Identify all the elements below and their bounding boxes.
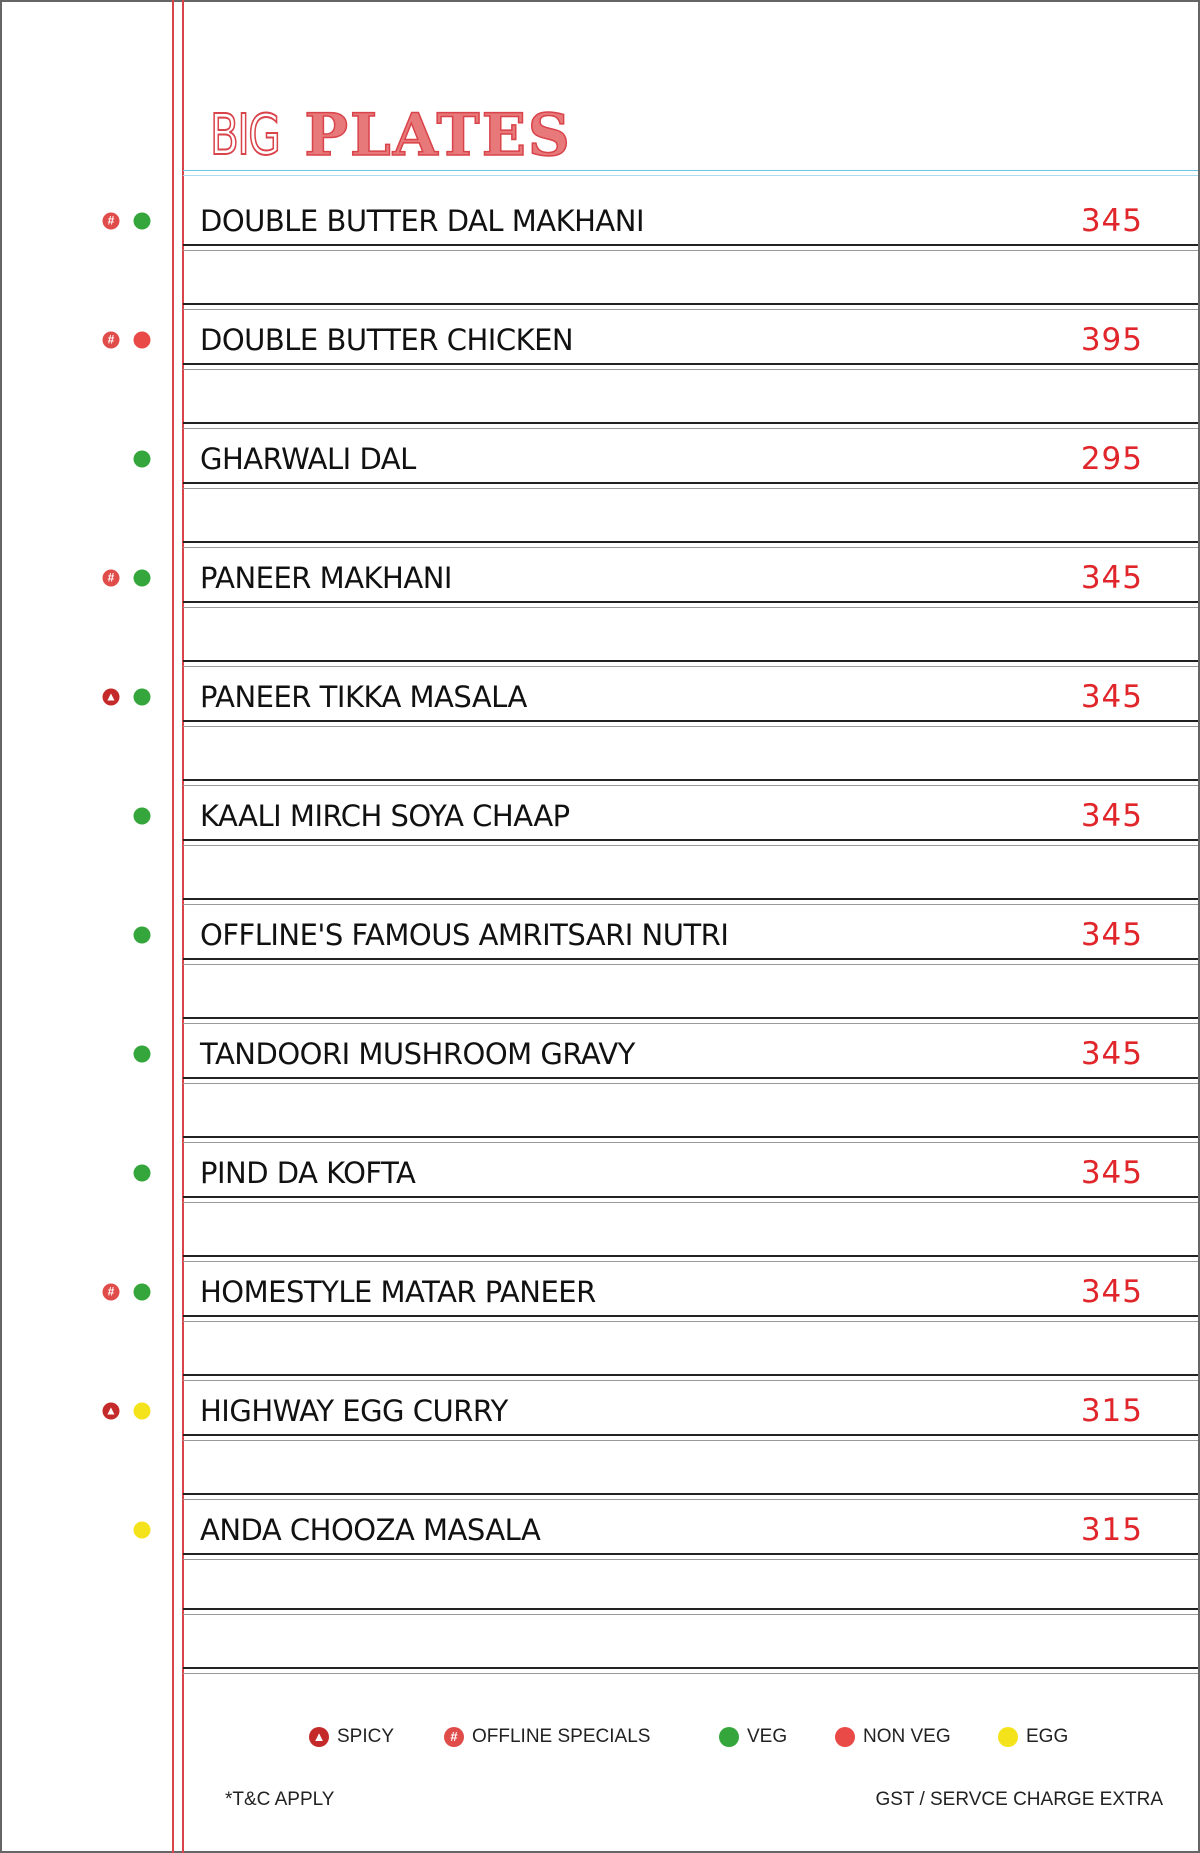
row-rule-top xyxy=(183,1017,1198,1024)
row-rule-bottom xyxy=(183,1077,1198,1084)
menu-item-price: 315 xyxy=(1080,1393,1143,1429)
menu-item-name: PIND DA KOFTA xyxy=(200,1156,416,1190)
nonveg-dot-icon xyxy=(835,1727,855,1747)
veg-dot-icon xyxy=(134,451,151,468)
legend-egg xyxy=(998,1726,1068,1748)
row-rule-bottom xyxy=(183,720,1198,727)
veg-dot-icon xyxy=(134,927,151,944)
legend-label: OFFLINE SPECIALS xyxy=(472,1726,651,1747)
menu-item-price: 295 xyxy=(1080,441,1143,477)
veg-dot-icon xyxy=(134,213,151,230)
row-rule-bottom xyxy=(183,1315,1198,1322)
egg-dot-icon xyxy=(134,1522,151,1539)
veg-dot-icon xyxy=(134,1284,151,1301)
hash-icon: # xyxy=(444,1727,464,1747)
hash-icon: # xyxy=(103,570,120,587)
menu-item-name: DOUBLE BUTTER CHICKEN xyxy=(200,323,574,357)
menu-item-name: PANEER MAKHANI xyxy=(200,561,452,595)
row-rule-bottom xyxy=(183,601,1198,608)
flame-icon: ▲ xyxy=(103,689,120,706)
hash-icon: # xyxy=(103,213,120,230)
legend-spicy xyxy=(309,1726,394,1748)
egg-dot-icon xyxy=(134,1403,151,1420)
menu-item-name: HOMESTYLE MATAR PANEER xyxy=(200,1275,596,1309)
menu-item-price: 345 xyxy=(1080,917,1143,953)
menu-item-price: 345 xyxy=(1080,679,1143,715)
nonveg-dot-icon xyxy=(134,332,151,349)
charges-note: GST / SERVCE CHARGE EXTRA xyxy=(875,1789,1163,1810)
menu-item-name: TANDOORI MUSHROOM GRAVY xyxy=(200,1037,635,1071)
veg-dot-icon xyxy=(134,689,151,706)
title-plates: PLATES xyxy=(304,101,572,169)
legend-label: VEG xyxy=(747,1726,788,1747)
menu-item-name: PANEER TIKKA MASALA xyxy=(200,680,527,714)
menu-item-name: DOUBLE BUTTER DAL MAKHANI xyxy=(200,204,645,238)
row-rule-top xyxy=(183,898,1198,905)
row-rule-bottom xyxy=(183,1553,1198,1560)
menu-item-price: 345 xyxy=(1080,1036,1143,1072)
menu-item-name: KAALI MIRCH SOYA CHAAP xyxy=(200,799,570,833)
row-rule-top xyxy=(183,422,1198,429)
row-rule-top xyxy=(183,303,1198,310)
menu-item-name: OFFLINE'S FAMOUS AMRITSARI NUTRI xyxy=(200,918,729,952)
margin-line-outer xyxy=(172,0,174,1853)
flame-icon: ▲ xyxy=(309,1727,329,1747)
menu-item-price: 345 xyxy=(1080,560,1143,596)
menu-item-price: 345 xyxy=(1080,798,1143,834)
menu-item-price: 345 xyxy=(1080,1274,1143,1310)
hash-icon: # xyxy=(103,1284,120,1301)
veg-dot-icon xyxy=(134,808,151,825)
row-rule-bottom xyxy=(183,958,1198,965)
row-rule-top xyxy=(183,541,1198,548)
terms-note: *T&C APPLY xyxy=(225,1789,335,1810)
row-rule-top xyxy=(183,1493,1198,1500)
egg-dot-icon xyxy=(998,1727,1018,1747)
margin-line-inner xyxy=(182,0,184,1853)
legend-veg xyxy=(719,1726,787,1748)
legend-label: SPICY xyxy=(337,1726,395,1747)
title-big: BIG xyxy=(210,103,280,168)
menu-item-price: 395 xyxy=(1080,322,1143,358)
row-rule-extra xyxy=(183,1608,1198,1615)
row-rule-bottom xyxy=(183,839,1198,846)
row-rule-bottom xyxy=(183,1196,1198,1203)
flame-icon: ▲ xyxy=(103,1403,120,1420)
row-rule-top xyxy=(183,660,1198,667)
veg-dot-icon xyxy=(719,1727,739,1747)
menu-item-name: ANDA CHOOZA MASALA xyxy=(200,1513,541,1547)
menu-item-price: 315 xyxy=(1080,1512,1143,1548)
row-rule-bottom xyxy=(183,244,1198,251)
legend-nonveg xyxy=(835,1726,951,1748)
row-rule-extra xyxy=(183,1667,1198,1674)
veg-dot-icon xyxy=(134,1165,151,1182)
menu-item-name: HIGHWAY EGG CURRY xyxy=(200,1394,508,1428)
menu-item-price: 345 xyxy=(1080,1155,1143,1191)
section-title xyxy=(210,84,572,169)
row-rule-top xyxy=(183,779,1198,786)
veg-dot-icon xyxy=(134,1046,151,1063)
row-rule-bottom xyxy=(183,482,1198,489)
legend-label: EGG xyxy=(1026,1726,1069,1747)
legend-label: NON VEG xyxy=(863,1726,951,1747)
legend-special xyxy=(444,1726,650,1748)
row-rule-top xyxy=(183,1374,1198,1381)
header-rule xyxy=(183,170,1198,176)
row-rule-top xyxy=(183,1136,1198,1143)
menu-item-price: 345 xyxy=(1080,203,1143,239)
hash-icon: # xyxy=(103,332,120,349)
row-rule-bottom xyxy=(183,1434,1198,1441)
row-rule-bottom xyxy=(183,363,1198,370)
row-rule-top xyxy=(183,1255,1198,1262)
menu-item-name: GHARWALI DAL xyxy=(200,442,416,476)
veg-dot-icon xyxy=(134,570,151,587)
